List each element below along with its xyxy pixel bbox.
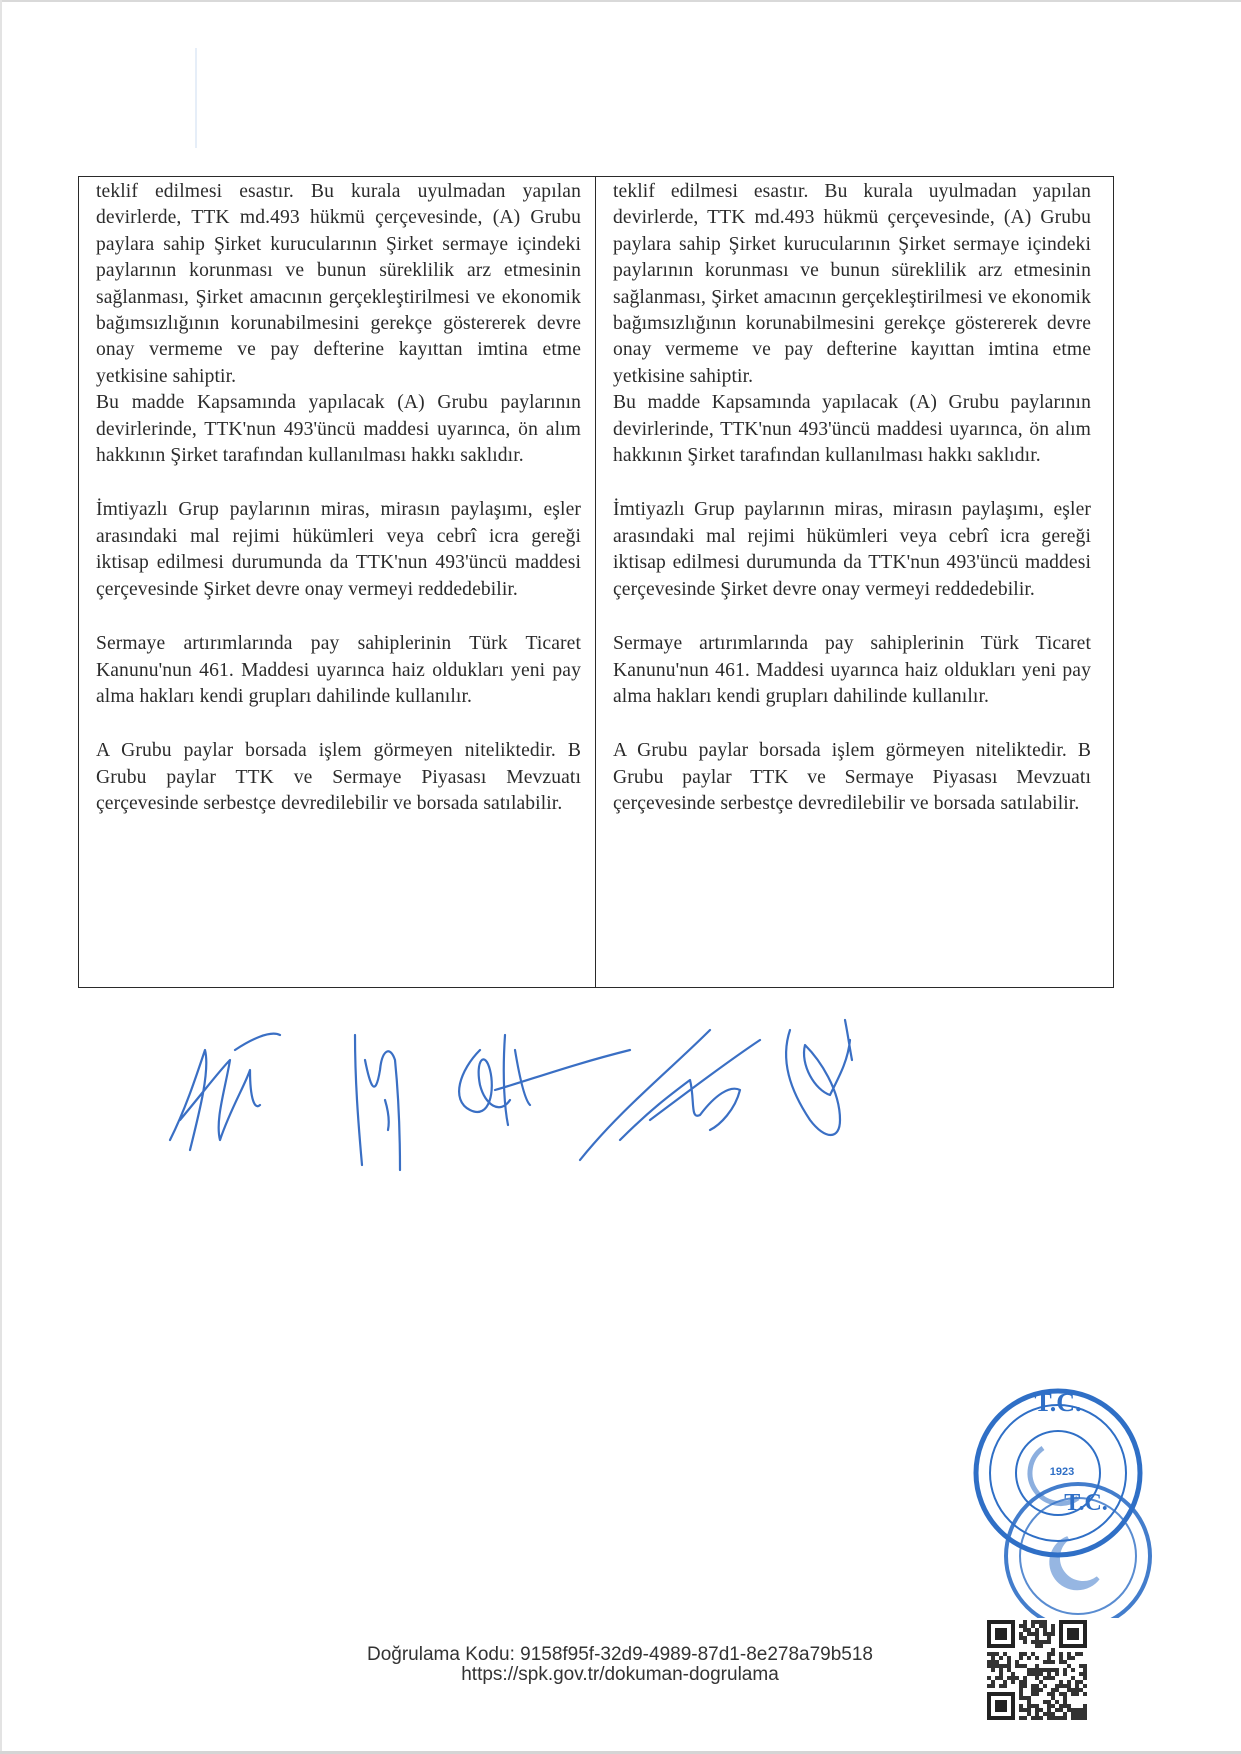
- right-paragraph-3: İmtiyazlı Grup paylarının miras, mirasın paylaşımı, eşler arasındaki mal rejimi hükümleri veya cebrî icra gereği iktisap edilmesi durumunda da TTK'nun 493'üncü maddesi çerçevesinde Şirket devre onay vermeyi reddedebilir.: [613, 499, 1091, 600]
- signatures: [150, 990, 970, 1210]
- comparison-table: [78, 176, 1114, 988]
- signature-4: [580, 1030, 760, 1160]
- signature-5: [786, 1020, 852, 1135]
- left-paragraph-4: Sermaye artırımlarında pay sahiplerinin Türk Ticaret Kanunu'nun 461. Maddesi uyarınca haiz oldukları yeni pay alma hakları kendi grupları dahilinde kullanılır.: [96, 633, 581, 707]
- verification-footer: [200, 1645, 1040, 1685]
- left-paragraph-1: teklif edilmesi esastır. Bu kurala uyulmadan yapılan devirlerde, TTK md.493 hükmü çerçevesinde, (A) Grubu paylara sahip Şirket kurucularının Şirket sermaye içindeki paylarının korunması ve bunun süreklilik arz etmesinin sağlanması, Şirket amacının gerçekleştirilmesi ve ekonomik bağımsızlığının korunabilmesini gerekçe göstererek devre onay vermeme ve pay defterine kayıttan imtina etme yetkisine sahiptir.: [96, 181, 581, 387]
- page-edge-left: [0, 0, 2, 1754]
- stamp-tc-label: T.C.: [1034, 1388, 1082, 1417]
- page-edge-top: [0, 0, 1241, 2]
- right-paragraph-4: Sermaye artırımlarında pay sahiplerinin Türk Ticaret Kanunu'nun 461. Maddesi uyarınca haiz oldukları yeni pay alma hakları kendi grupları dahilinde kullanılır.: [613, 633, 1091, 707]
- scan-artifact-line: [195, 48, 197, 148]
- left-paragraph-2: Bu madde Kapsamında yapılacak (A) Grubu paylarının devirlerinde, TTK'nun 493'üncü maddesi uyarınca, ön alım hakkının Şirket tarafından kullanılması hakkı saklıdır.: [96, 392, 581, 467]
- official-stamp: [958, 1378, 1158, 1618]
- signature-1: [170, 1034, 280, 1150]
- signature-3: [459, 1035, 630, 1125]
- right-paragraph-5: A Grubu paylar borsada işlem görmeyen niteliktedir. B Grubu paylar TTK ve Sermaye Piyasası Mevzuatı çerçevesinde serbestçe devredilebilir ve borsada satılabilir.: [613, 740, 1091, 815]
- signature-2: [355, 1035, 400, 1170]
- right-column: [596, 177, 1113, 987]
- verification-code: Doğrulama Kodu: 9158f95f-32d9-4989-87d1-8e278a79b518: [366, 1644, 873, 1665]
- right-paragraph-1: teklif edilmesi esastır. Bu kurala uyulmadan yapılan devirlerde, TTK md.493 hükmü çerçevesinde, (A) Grubu paylara sahip Şirket kurucularının Şirket sermaye içindeki paylarının korunması ve bunun süreklilik arz etmesinin sağlanması, Şirket amacının gerçekleştirilmesi ve ekonomik bağımsızlığının korunabilmesini gerekçe göstererek devre onay vermeme ve pay defterine kayıttan imtina etme yetkisine sahiptir.: [613, 181, 1091, 387]
- left-paragraph-5: A Grubu paylar borsada işlem görmeyen niteliktedir. B Grubu paylar TTK ve Sermaye Piyasası Mevzuatı çerçevesinde serbestçe devredilebilir ve borsada satılabilir.: [96, 740, 581, 815]
- right-paragraph-2: Bu madde Kapsamında yapılacak (A) Grubu paylarının devirlerinde, TTK'nun 493'üncü maddesi uyarınca, ön alım hakkının Şirket tarafından kullanılması hakkı saklıdır.: [613, 392, 1091, 467]
- stamp-year-label: 1923: [1049, 1466, 1075, 1478]
- stamp-tc-inner-label: T.C.: [1064, 1490, 1108, 1516]
- left-column: [79, 177, 596, 987]
- verification-url: https://spk.gov.tr/dokuman-dogrulama: [461, 1664, 779, 1685]
- left-paragraph-3: İmtiyazlı Grup paylarının miras, mirasın paylaşımı, eşler arasındaki mal rejimi hükümleri veya cebrî icra gereği iktisap edilmesi durumunda da TTK'nun 493'üncü maddesi çerçevesinde Şirket devre onay vermeyi reddedebilir.: [96, 499, 581, 600]
